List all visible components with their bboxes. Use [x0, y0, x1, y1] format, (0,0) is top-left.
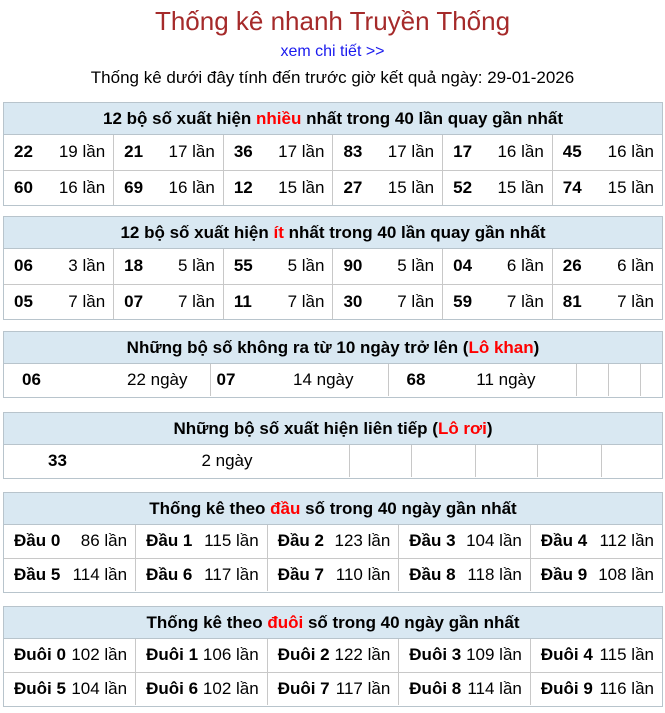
count-value: 116 lần: [599, 678, 654, 698]
count-value: 7 lần: [397, 291, 435, 311]
page-title: Thống kê nhanh Truyền Thống: [154, 6, 511, 36]
empty-cell: [608, 364, 640, 396]
count-value: 102 lần: [71, 645, 128, 665]
number-value: 55: [233, 256, 253, 276]
table-row: [4, 364, 664, 396]
count-value: 3 lần: [68, 256, 106, 276]
number-value: Đầu 9: [540, 564, 588, 584]
stat-cell: [552, 170, 662, 205]
heading-text: ): [486, 419, 493, 438]
count-value: 15 lần: [497, 177, 544, 197]
lo-roi-table: [4, 445, 664, 477]
table-row: [4, 558, 662, 591]
empty-cell: [537, 445, 601, 477]
number-value: 12: [233, 177, 253, 197]
count-value: 6 lần: [617, 256, 654, 276]
days-value: 22 ngày: [127, 370, 188, 389]
number-value: 11: [233, 291, 252, 311]
number-value: Đuôi 2: [277, 645, 330, 665]
count-value: 118 lần: [467, 564, 522, 584]
number-value: Đuôi 3: [409, 645, 462, 665]
count-value: 123 lần: [334, 531, 391, 551]
heading-text: số trong 40 ngày gần nhất: [300, 499, 517, 518]
duoi-heading: [4, 607, 662, 639]
count-value: 6 lần: [506, 256, 544, 276]
lo-khan-table: [4, 364, 664, 396]
duoi-panel: [3, 606, 663, 707]
empty-cell: [349, 445, 411, 477]
count-value: 7 lần: [68, 291, 106, 311]
dau-panel: [3, 492, 663, 593]
count-value: 112 lần: [599, 531, 654, 551]
heading-text: Thống kê theo: [149, 499, 271, 518]
stat-cell: [530, 525, 662, 558]
table-row: [4, 284, 662, 319]
days-value: 11 ngày: [476, 370, 536, 389]
stat-cell: [443, 135, 553, 170]
number-value: 81: [562, 291, 582, 311]
count-value: 102 lần: [202, 678, 259, 698]
least-frequent-panel: [3, 216, 663, 320]
count-value: 19 lần: [58, 142, 106, 162]
count-value: 16 lần: [168, 177, 215, 197]
number-value: 68: [406, 370, 426, 389]
stat-cell: [399, 558, 531, 591]
number-value: Đầu 6: [146, 564, 193, 584]
stat-cell: [333, 170, 443, 205]
stat-cell: [136, 558, 268, 591]
count-value: 16 lần: [497, 142, 544, 162]
number-value: Đuôi 8: [409, 678, 462, 698]
days-value: 14 ngày: [293, 370, 354, 389]
number-value: 26: [562, 256, 582, 276]
stat-cell: [114, 249, 224, 284]
number-value: Đầu 8: [409, 564, 456, 584]
table-row: [4, 525, 662, 558]
stat-cell: [223, 284, 333, 319]
stat-cell: [552, 284, 662, 319]
table-row: [4, 445, 664, 477]
number-value: 18: [124, 256, 144, 276]
stat-cell: [443, 170, 553, 205]
stat-cell: [399, 672, 531, 705]
count-value: 122 lần: [334, 645, 391, 665]
count-value: 108 lần: [598, 564, 654, 584]
number-value: Đầu 0: [14, 531, 61, 551]
number-value: 06: [14, 256, 33, 276]
count-value: 15 lần: [387, 177, 435, 197]
stat-cell: [443, 284, 553, 319]
number-value: Đuôi 0: [14, 645, 66, 665]
heading-highlight: đầu: [270, 499, 301, 518]
table-row: [4, 672, 662, 705]
count-value: 17 lần: [168, 142, 215, 162]
count-value: 115 lần: [599, 645, 654, 665]
number-value: Đuôi 6: [146, 678, 199, 698]
number-value: 69: [124, 177, 144, 197]
heading-highlight: đuôi: [267, 613, 304, 632]
count-value: 16 lần: [607, 142, 654, 162]
stat-cell: [267, 672, 399, 705]
number-value: 83: [343, 142, 363, 162]
stat-cell: [114, 284, 224, 319]
stat-cell: [136, 639, 268, 672]
heading-highlight: Lô khan: [468, 338, 534, 357]
table-row: [4, 249, 662, 284]
number-value: Đầu 7: [277, 564, 324, 584]
count-value: 117 lần: [335, 678, 391, 698]
count-value: 109 lần: [466, 645, 522, 665]
count-value: 7 lần: [617, 291, 654, 311]
number-value: 52: [453, 177, 473, 197]
empty-cell: [640, 364, 664, 396]
view-details-link[interactable]: xem chi tiết >>: [280, 43, 385, 60]
heading-text: ): [533, 338, 540, 357]
number-value: 22: [14, 142, 33, 162]
count-value: 114 lần: [467, 678, 522, 698]
stat-cell: [530, 672, 662, 705]
count-value: 104 lần: [71, 678, 128, 698]
most-frequent-table: [4, 135, 662, 205]
count-value: 7 lần: [506, 291, 544, 311]
stat-cell: [399, 639, 531, 672]
least-frequent-heading: [4, 217, 662, 249]
heading-text: 12 bộ số xuất hiện: [102, 109, 257, 128]
number-value: 05: [14, 291, 33, 311]
count-value: 115 lần: [204, 531, 259, 551]
stat-cell: [552, 135, 662, 170]
count-value: 5 lần: [177, 256, 215, 276]
count-value: 16 lần: [58, 177, 106, 197]
number-value: 07: [124, 291, 144, 311]
number-value: Đuôi 5: [14, 678, 66, 698]
number-value: Đuôi 7: [277, 678, 330, 698]
number-value: Đuôi 9: [540, 678, 593, 698]
number-value: 74: [562, 177, 582, 197]
count-value: 86 lần: [80, 531, 128, 551]
stat-cell: [267, 558, 399, 591]
stat-cell: [333, 284, 443, 319]
heading-text: nhất trong 40 lần quay gần nhất: [283, 223, 546, 242]
stat-cell: [4, 135, 114, 170]
stat-cell: [136, 525, 268, 558]
number-value: Đầu 5: [14, 564, 61, 584]
duoi-table: [4, 639, 662, 705]
dau-heading: [4, 493, 662, 525]
stat-cell: [399, 525, 531, 558]
stat-cell: [4, 525, 136, 558]
stat-cell: [114, 170, 224, 205]
lo-khan-cell: [4, 364, 210, 396]
table-row: [4, 639, 662, 672]
number-value: 21: [124, 142, 144, 162]
lo-khan-panel: [3, 331, 663, 398]
stat-cell: [4, 558, 136, 591]
lo-khan-cell: [388, 364, 576, 396]
number-value: 17: [453, 142, 473, 162]
stat-cell: [223, 249, 333, 284]
dau-table: [4, 525, 662, 591]
count-value: 15 lần: [278, 177, 325, 197]
table-row: [4, 170, 662, 205]
empty-cell: [601, 445, 664, 477]
heading-text: Những bộ số xuất hiện liên tiếp (: [173, 419, 438, 438]
heading-text: số trong 40 ngày gần nhất: [303, 613, 520, 632]
number-value: Đuôi 4: [540, 645, 593, 665]
stat-cell: [530, 558, 662, 591]
number-value: 33: [48, 451, 67, 470]
stat-cell: [4, 672, 136, 705]
number-value: 27: [343, 177, 363, 197]
heading-text: Thống kê theo: [146, 613, 268, 632]
stat-cell: [552, 249, 662, 284]
count-value: 7 lần: [177, 291, 215, 311]
stat-cell: [443, 249, 553, 284]
stat-cell: [4, 639, 136, 672]
stat-cell: [114, 135, 224, 170]
stat-cell: [267, 639, 399, 672]
number-value: 60: [14, 177, 33, 197]
stat-cell: [267, 525, 399, 558]
heading-text: Những bộ số không ra từ 10 ngày trở lên (: [126, 338, 469, 357]
count-value: 15 lần: [607, 177, 654, 197]
number-value: 04: [453, 256, 473, 276]
heading-highlight: ít: [273, 223, 284, 242]
stat-cell: [530, 639, 662, 672]
count-value: 106 lần: [202, 645, 259, 665]
count-value: 7 lần: [287, 291, 325, 311]
least-frequent-table: [4, 249, 662, 319]
empty-cell: [576, 364, 608, 396]
count-value: 104 lần: [466, 531, 522, 551]
heading-text: nhất trong 40 lần quay gần nhất: [301, 109, 564, 128]
empty-cell: [411, 445, 475, 477]
stat-cell: [4, 284, 114, 319]
number-value: Đuôi 1: [146, 645, 199, 665]
number-value: 07: [216, 370, 236, 389]
stat-cell: [4, 170, 114, 205]
lo-roi-panel: [3, 412, 663, 479]
count-value: 110 lần: [335, 564, 391, 584]
stat-cell: [4, 249, 114, 284]
stats-note: Thống kê dưới đây tính đến trước giờ kết quả ngày: 29-01-2026: [90, 68, 575, 87]
most-frequent-heading: [4, 103, 662, 135]
stat-cell: [223, 135, 333, 170]
days-value: 2 ngày: [201, 451, 253, 470]
empty-cell: [475, 445, 537, 477]
count-value: 114 lần: [72, 564, 128, 584]
heading-text: 12 bộ số xuất hiện: [120, 223, 274, 242]
most-frequent-panel: [3, 102, 663, 206]
number-value: Đầu 3: [409, 531, 456, 551]
stat-cell: [333, 249, 443, 284]
count-value: 117 lần: [204, 564, 259, 584]
number-value: 30: [343, 291, 363, 311]
number-value: 36: [233, 142, 253, 162]
number-value: Đầu 2: [277, 531, 324, 551]
number-value: 59: [453, 291, 473, 311]
lo-khan-cell: [210, 364, 388, 396]
count-value: 5 lần: [397, 256, 435, 276]
heading-highlight: nhiều: [256, 109, 302, 128]
count-value: 17 lần: [278, 142, 325, 162]
lo-roi-cell: [4, 445, 349, 477]
table-row: [4, 135, 662, 170]
number-value: 90: [343, 256, 363, 276]
lo-khan-heading: [4, 332, 662, 364]
number-value: 06: [22, 370, 41, 389]
stat-cell: [333, 135, 443, 170]
stat-cell: [223, 170, 333, 205]
heading-highlight: Lô rơi: [437, 419, 487, 438]
count-value: 17 lần: [387, 142, 435, 162]
stat-cell: [136, 672, 268, 705]
number-value: 45: [562, 142, 582, 162]
number-value: Đầu 4: [540, 531, 588, 551]
lo-roi-heading: [4, 413, 662, 445]
number-value: Đầu 1: [146, 531, 193, 551]
count-value: 5 lần: [287, 256, 325, 276]
